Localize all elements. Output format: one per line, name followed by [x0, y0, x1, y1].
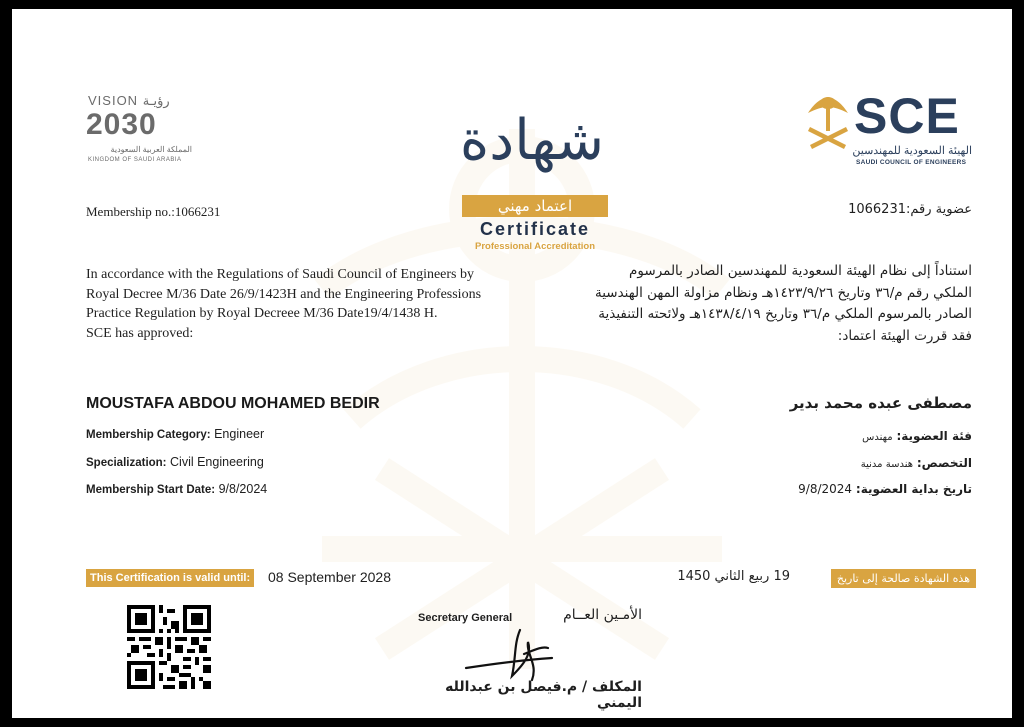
- certificate-subtitle-en: Professional Accreditation: [474, 241, 595, 252]
- engineer-name-ar: مصطفى عبده محمد بدير: [789, 394, 972, 412]
- detail-row-specialization-ar: التخصص: هندسة مدنية: [860, 456, 972, 470]
- validity-date-en: 08 September 2028: [268, 569, 391, 585]
- detail-row-start-date-en: Membership Start Date: 9/8/2024: [86, 482, 268, 496]
- certificate-sheet: [12, 9, 1012, 718]
- approval-paragraph-en: In accordance with the Regulations of Saudi Council of Engineers by Royal Decree M/36 Date 26/9/1423H and the Engineering Professions Practice Regulation by Royal Decreee M/36 Date19/4/1438 H. SCE has approved:: [86, 267, 482, 341]
- certificate-title-en: Certificate: [479, 219, 591, 239]
- detail-row-category-en: Membership Category: Engineer: [86, 427, 265, 441]
- validity-label-en: This Certification is valid until:: [86, 569, 254, 587]
- engineer-name-en: MOUSTAFA ABDOU MOHAMED BEDIR: [86, 395, 380, 412]
- detail-row-start-date-ar: تاريخ بداية العضوية: 9/8/2024: [798, 482, 972, 496]
- qr-code[interactable]: [127, 605, 211, 689]
- sce-logo: SCE الهيئة السعودية للمهندسين SAUDI COUNCIL OF ENGINEERS: [804, 89, 980, 179]
- secretary-general-title-ar: الأمـين العــام: [563, 607, 642, 623]
- approval-paragraph-ar: استناداً إلى نظام الهيئة السعودية للمهندسين الصادر بالمرسوم الملكي رقم م/٣٦ وتاريخ ١٤٢٣/٩/٢٦هـ ونظام مزاولة المهن الهندسية الصادر بالمرسوم الملكي م/٣٦ وتاريخ ١٤٣٨/٤/١٩هـ ولائحته التنفيذية فقد قررت الهيئة اعتماد:: [594, 263, 972, 344]
- membership-number-en: Membership no.:1066231: [86, 204, 221, 219]
- handwritten-signature: [462, 624, 582, 684]
- detail-row-category-ar: فئة العضوية: مهندس: [862, 429, 972, 443]
- secretary-general-title-en: Secretary General: [418, 612, 513, 624]
- signer-name-ar: المكلف / م.فيصل بن عبدالله اليمني: [445, 679, 642, 711]
- vision-2030-logo: VISION رؤيـة 2030 المملكة العربية السعودية KINGDOM OF SAUDI ARABIA: [86, 93, 192, 163]
- accreditation-badge-ar: اعتماد مهني: [462, 195, 608, 217]
- palm-swords-icon: [804, 93, 852, 153]
- validity-date-ar: 19 ربيع الثاني 1450: [677, 569, 790, 584]
- certificate-title-ar: شهادة: [459, 108, 604, 173]
- membership-number-ar: عضوية رقم:1066231: [848, 202, 972, 217]
- detail-row-specialization-en: Specialization: Civil Engineering: [86, 455, 264, 469]
- validity-label-ar: هذه الشهادة صالحة إلى تاريخ: [831, 569, 976, 588]
